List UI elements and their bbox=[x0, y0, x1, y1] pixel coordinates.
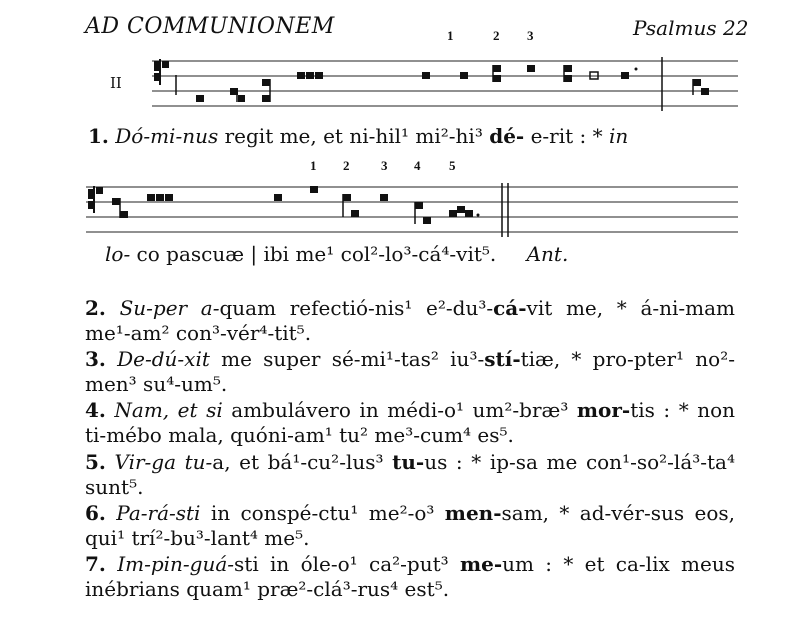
lyric-line-1 bbox=[88, 124, 628, 148]
verse-intonation: Im-pin-guá- bbox=[117, 552, 235, 576]
verse-accent: me- bbox=[459, 552, 503, 576]
verse-text: me super sé-mi¹-tas² iu³- bbox=[209, 347, 485, 371]
verse-number: 7. bbox=[85, 552, 106, 576]
verse-number: 4. bbox=[85, 398, 106, 422]
verse-number: 3. bbox=[85, 347, 106, 371]
verse-text: in conspé-ctu¹ me²-o³ bbox=[200, 501, 445, 525]
lyric-text: co pascuæ | ibi me¹ col²-lo³-cá⁴-vit⁵. bbox=[130, 242, 497, 266]
mode-label: II bbox=[110, 74, 122, 92]
verse-intonation: De-dú-xit bbox=[117, 347, 210, 371]
lyric-accent: dé- bbox=[489, 124, 525, 148]
verse-text: sam, * ad-vér-sus eos, qui¹ trí²-bu³-lant⁴ me⁵. bbox=[85, 501, 735, 550]
antiphon-marker: Ant. bbox=[526, 242, 569, 266]
psalm-reference: Psalmus 22 bbox=[633, 16, 749, 40]
verse-text: us : * ip-sa me con¹-so²-lá³-ta⁴ sunt⁵. bbox=[85, 450, 735, 499]
staff2-position-4: 4 bbox=[414, 158, 421, 173]
verse-number: 5. bbox=[85, 450, 106, 474]
verse-text: ambulávero in médi-o¹ um²-bræ³ bbox=[222, 398, 577, 422]
verse-text: sti in óle-o¹ ca²-put³ bbox=[234, 552, 460, 576]
verse-number: 1. bbox=[88, 124, 109, 148]
lyric-text: e-rit : bbox=[524, 124, 593, 148]
lyric-intonation: Dó-mi-nus bbox=[115, 124, 219, 148]
staff2-position-3: 3 bbox=[381, 158, 388, 173]
asterisk: * bbox=[592, 124, 603, 148]
verse-number: 2. bbox=[85, 296, 106, 320]
chant-staff-1 bbox=[150, 55, 740, 115]
verse-3 bbox=[85, 347, 735, 397]
staff1-position-3: 3 bbox=[527, 28, 534, 43]
verse-intonation: Nam, et si bbox=[114, 398, 223, 422]
verse-2 bbox=[85, 296, 735, 346]
verse-accent: tu- bbox=[392, 450, 425, 474]
verse-accent: cá- bbox=[493, 296, 527, 320]
verse-text: tiæ, * pro-pter¹ no²-men³ su⁴-um⁵. bbox=[85, 347, 735, 396]
verse-accent: mor- bbox=[576, 398, 631, 422]
verse-text: quam refectió-nis¹ e²-du³- bbox=[219, 296, 494, 320]
lyric-text: regit me, et ni-hil¹ mi²-hi³ bbox=[218, 124, 490, 148]
verse-text: tis : * non ti-mébo mala, quóni-am¹ tu² me³-cum⁴ es⁵. bbox=[85, 398, 736, 447]
verse-6 bbox=[85, 501, 735, 551]
lyric-text: lo- bbox=[105, 242, 131, 266]
staff1-position-1: 1 bbox=[447, 28, 454, 43]
verse-intonation: Pa-rá-sti bbox=[116, 501, 201, 525]
verse-accent: stí- bbox=[484, 347, 521, 371]
verse-number: 6. bbox=[85, 501, 106, 525]
verse-7 bbox=[85, 552, 735, 602]
lyric-text: in bbox=[602, 124, 629, 148]
verse-4 bbox=[85, 398, 735, 448]
staff1-position-2: 2 bbox=[493, 28, 500, 43]
verse-intonation: Vir-ga tu- bbox=[114, 450, 213, 474]
staff2-position-5: 5 bbox=[449, 158, 456, 173]
staff2-position-2: 2 bbox=[343, 158, 350, 173]
verse-5 bbox=[85, 450, 735, 500]
chant-title: AD COMMUNIONEM bbox=[85, 14, 335, 39]
verse-text: a, et bá¹-cu²-lus³ bbox=[212, 450, 393, 474]
lyric-line-2 bbox=[105, 242, 568, 266]
verse-accent: men- bbox=[444, 501, 502, 525]
chant-staff-2 bbox=[84, 181, 740, 241]
verse-text: um : * et ca-lix meus inébrians quam¹ præ²-clá³-rus⁴ est⁵. bbox=[85, 552, 736, 601]
staff2-position-1: 1 bbox=[310, 158, 317, 173]
verse-text: vit me, * á-ni-mam me¹-am² con³-vér⁴-tit⁵. bbox=[85, 296, 736, 345]
verse-intonation: Su-per a- bbox=[119, 296, 220, 320]
